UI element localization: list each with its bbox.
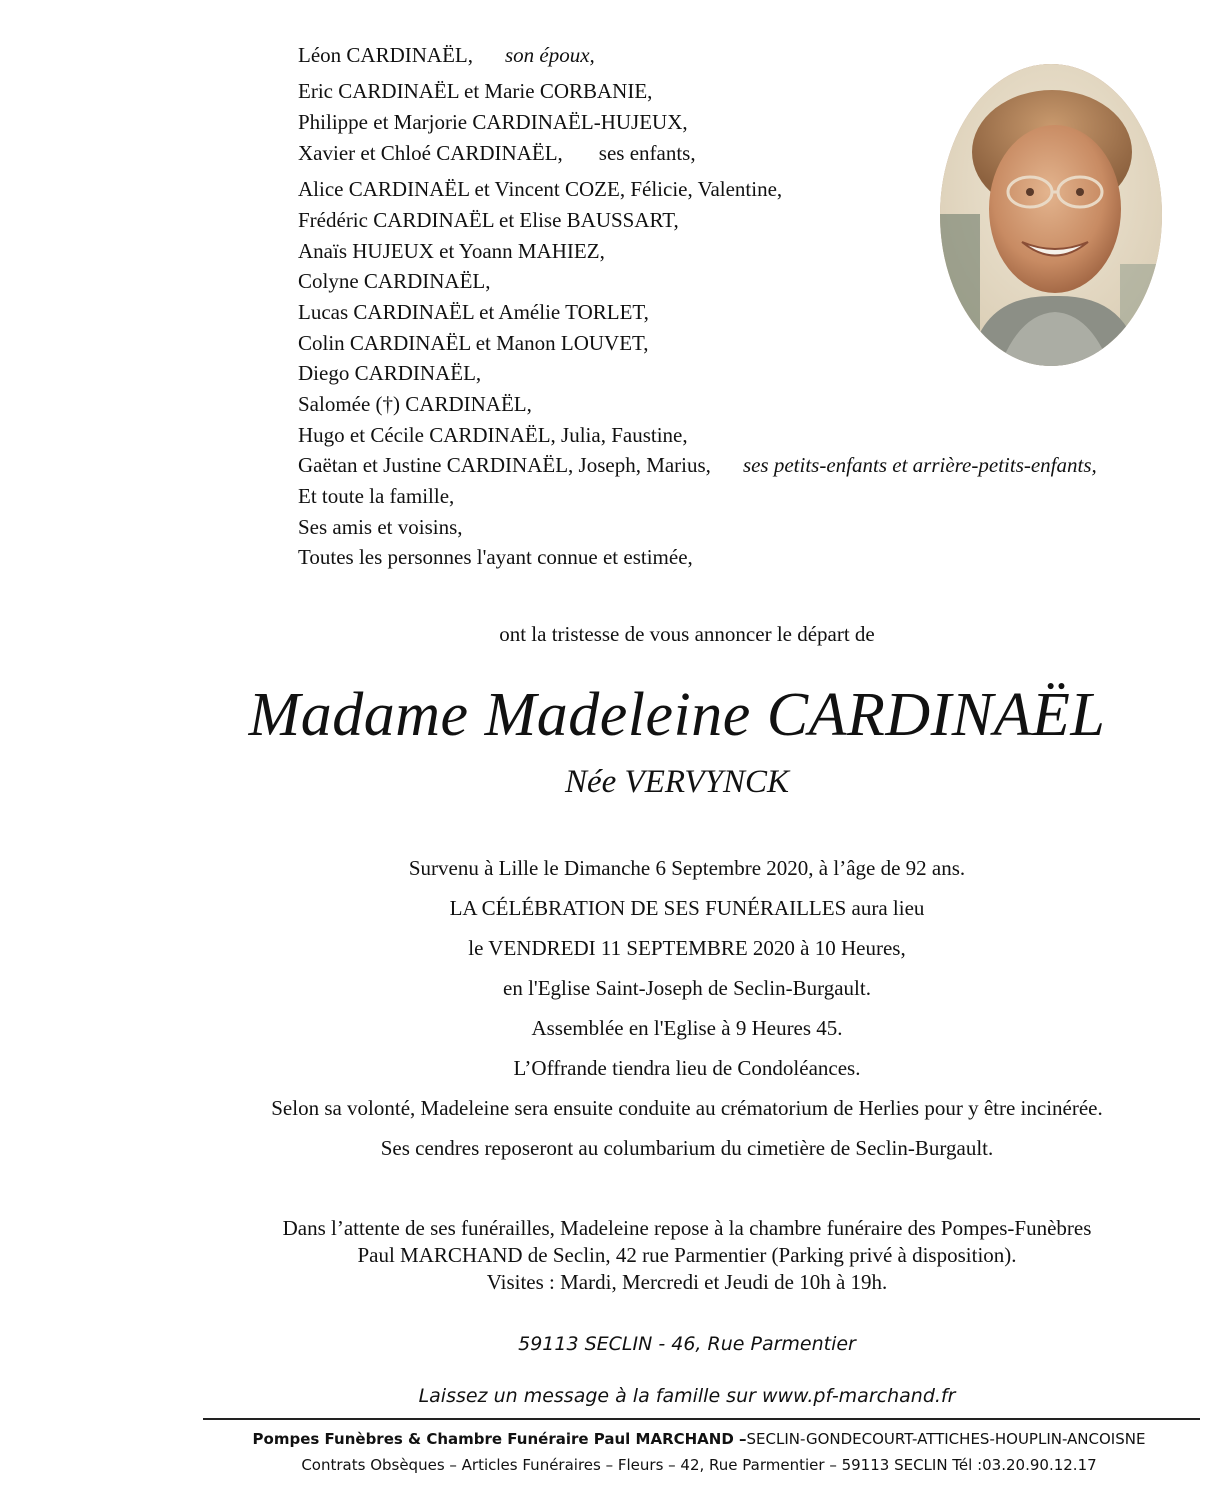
family-line: Lucas CARDINAËL et Amélie TORLET, (298, 300, 649, 324)
company-line (92, 1430, 1214, 1448)
family-line: Colin CARDINAËL et Manon LOUVET, (298, 331, 649, 355)
family-line: Alice CARDINAËL et Vincent COZE, Félicie, Valentine, (298, 177, 783, 201)
message-line: Laissez un message à la famille sur www.pf-marchand.fr (418, 1385, 956, 1407)
rest-info-line: Visites : Mardi, Mercredi et Jeudi de 10h à 19h. (486, 1270, 888, 1294)
maiden-name: Née VERVYNCK (565, 764, 789, 800)
family-line: Hugo et Cécile CARDINAËL, Julia, Faustine, (298, 423, 688, 447)
relation-label: ses enfants, (598, 141, 696, 165)
family-line: Ses amis et voisins, (298, 515, 463, 539)
company-locations: SECLIN-GONDECOURT-ATTICHES-HOUPLIN-ANCOISNE (746, 1430, 1146, 1448)
rest-info-line: Dans l’attente de ses funérailles, Madeleine repose à la chambre funéraire des Pompes-Funèbres (282, 1216, 1092, 1240)
services-line: Contrats Obsèques – Articles Funéraires – Fleurs – 42, Rue Parmentier – 59113 SECLIN Tél :03.20.90.12.17 (301, 1456, 1097, 1474)
family-line: Gaëtan et Justine CARDINAËL, Joseph, Marius, ses petits-enfants et arrière-petits-enfants, (298, 453, 1097, 477)
family-line: Colyne CARDINAËL, (298, 269, 491, 293)
footer-divider (203, 1418, 1200, 1420)
rest-info-line: Paul MARCHAND de Seclin, 42 rue Parmentier (Parking privé à disposition). (357, 1243, 1017, 1267)
relation-label: ses petits-enfants et arrière-petits-enfants, (742, 453, 1097, 477)
portrait-photo (940, 64, 1162, 366)
family-line: Xavier et Chloé CARDINAËL, ses enfants, (298, 141, 696, 165)
deceased-name: Madame Madeleine CARDINAËL (248, 681, 1106, 749)
announcement-text: ont la tristesse de vous annoncer le départ de (499, 622, 875, 646)
family-line: Frédéric CARDINAËL et Elise BAUSSART, (298, 208, 679, 232)
family-line: Anaïs HUJEUX et Yoann MAHIEZ, (298, 239, 605, 263)
portrait-illustration (940, 64, 1162, 366)
detail-line: Ses cendres reposeront au columbarium du cimetière de Seclin-Burgault. (380, 1136, 994, 1160)
family-line: Et toute la famille, (298, 484, 455, 508)
detail-line: Survenu à Lille le Dimanche 6 Septembre 2020, à l’âge de 92 ans. (408, 856, 966, 880)
family-line: Léon CARDINAËL, son époux, (298, 43, 595, 67)
detail-line: en l'Eglise Saint-Joseph de Seclin-Burgault. (503, 976, 871, 1000)
family-line: Diego CARDINAËL, (298, 361, 482, 385)
detail-line: L’Offrande tiendra lieu de Condoléances. (513, 1056, 861, 1080)
family-line: Philippe et Marjorie CARDINAËL-HUJEUX, (298, 110, 688, 134)
detail-line: LA CÉLÉBRATION DE SES FUNÉRAILLES aura lieu (449, 896, 925, 920)
family-line: Salomée (†) CARDINAËL, (298, 392, 532, 416)
address-line: 59113 SECLIN - 46, Rue Parmentier (518, 1333, 856, 1355)
detail-line: Selon sa volonté, Madeleine sera ensuite conduite au crématorium de Herlies pour y être incinérée. (271, 1096, 1103, 1120)
family-line: Eric CARDINAËL et Marie CORBANIE, (298, 79, 653, 103)
relation-label: son époux, (504, 43, 595, 67)
company-name: Pompes Funèbres & Chambre Funéraire Paul MARCHAND – (252, 1430, 747, 1448)
detail-line: le VENDREDI 11 SEPTEMBRE 2020 à 10 Heures, (468, 936, 906, 960)
family-line: Toutes les personnes l'ayant connue et estimée, (298, 545, 693, 569)
detail-line: Assemblée en l'Eglise à 9 Heures 45. (531, 1016, 843, 1040)
